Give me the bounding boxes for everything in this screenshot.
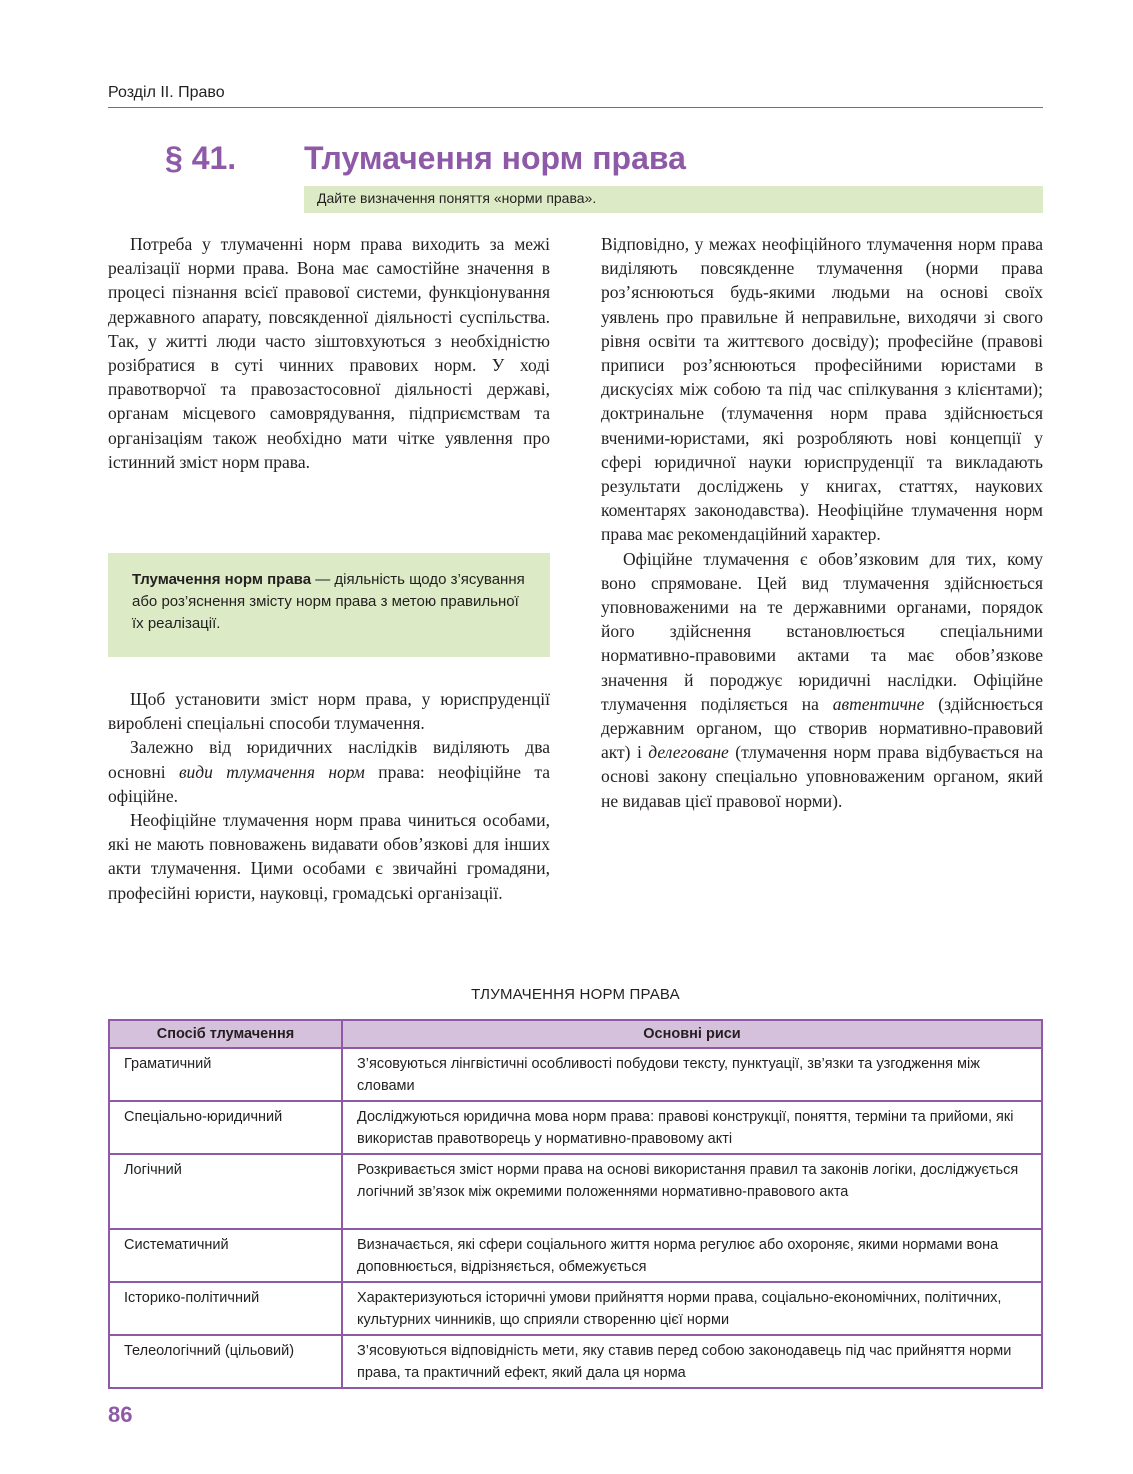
definition-box [108, 553, 550, 657]
definition-term: Тлумачення норм права [132, 571, 312, 588]
definition-text: — діяльність щодо з’ясування або роз’яснення змісту норм права з метою правильної їх реалізації. [132, 571, 525, 632]
method-cell: Систематичний [109, 1229, 342, 1282]
emphasis-term: автентичне [832, 693, 925, 714]
paragraph: Щоб установити зміст норм права, у юриспруденції вироблені спеціальні способи тлумачення. [108, 689, 550, 734]
page-title: Тлумачення норм права [304, 140, 686, 176]
table-row [109, 1154, 1042, 1229]
features-cell: Досліджуються юридична мова норм права: правові конструкції, поняття, терміни та прийоми, які використав правотворець у нормативно-правовому акті [342, 1101, 1042, 1154]
right-column [601, 232, 1043, 813]
paragraph [601, 547, 1043, 813]
method-cell: Спеціально-юридичний [109, 1101, 342, 1154]
table-row [109, 1335, 1042, 1388]
left-column-intro [108, 232, 550, 474]
method-cell: Логічний [109, 1154, 342, 1229]
features-cell: Розкривається зміст норми права на основі використання правил та законів логіки, досліджується логічний зв’язок між окремими положеннями нормативно-правового акта [342, 1154, 1042, 1229]
emphasis-term: делеговане [648, 742, 729, 763]
column-header-features: Основні риси [342, 1020, 1042, 1048]
left-column-body [108, 687, 550, 905]
review-question: Дайте визначення поняття «норми права». [304, 186, 1043, 213]
paragraph-number: § 41. [165, 140, 237, 176]
text-run: Офіційне тлумачення є обов’язковим для тих, кому воно спрямоване. Цей вид тлумачення здійснюється уповноваженими на те державними органами, порядок його здійснення встановлюється спеціальними нормативно-правовими актами та має обов’язкове значення й породжує юридичні наслідки. Офіційне тлумачення поділяється на [601, 548, 1043, 714]
table-row [109, 1048, 1042, 1101]
features-cell: З’ясовуються лінгвістичні особливості побудови тексту, пунктуації, зв’язки та узгодження між словами [342, 1048, 1042, 1101]
features-cell: З’ясовуються відповідність мети, яку ставив перед собою законодавець під час прийняття норми права, та практичний ефект, який дала ця норма [342, 1335, 1042, 1388]
page-number: 86 [108, 1402, 133, 1427]
paragraph: Потреба у тлумаченні норм права виходить за межі реалізації норми права. Вона має самостійне значення в процесі пізнання всієї правової системи, функціонування державного апарату, повсякденної діяльності суспільства. Так, у житті люди часто зіштовхуються з необхідністю розібратися в суті чинних правових норм. У ході правотворчої та правозастосовної діяльності державі, органам місцевого самоврядування, підприємствам та організаціям також необхідно мати чітке уявлення про істинний зміст норм права. [108, 234, 550, 472]
features-cell: Характеризуються історичні умови прийняття норми права, соціально-економічних, політичних, культурних чинників, що сприяли створенню цієї норми [342, 1282, 1042, 1335]
text-run: Залежно від юридичних наслідків виділяють два основні [108, 737, 550, 782]
paragraph: Неофіційне тлумачення норм права чиниться особами, які не мають повноважень видавати обов’язкові для інших акти тлумачення. Цими особами є звичайні громадяни, професійні юристи, науковці, громадські організації. [108, 810, 550, 903]
table-title: ТЛУМАЧЕННЯ НОРМ ПРАВА [471, 986, 680, 1003]
table-row [109, 1282, 1042, 1335]
method-cell: Історико-політичний [109, 1282, 342, 1335]
table-row [109, 1229, 1042, 1282]
text-run: (здійснюється державним органом, що створив нормативно-правовий акт) і [601, 693, 1043, 763]
method-cell: Граматичний [109, 1048, 342, 1101]
table-header-row [109, 1020, 1042, 1048]
paragraph [108, 735, 550, 808]
interpretation-methods-table [108, 1019, 1043, 1389]
table-row [109, 1101, 1042, 1154]
text-run: (тлумачення норм права відбувається на основі закону спеціально уповноваженим органом, який не видавав цієї правової норми). [601, 742, 1043, 811]
text-run: права: неофіційне та офіційне. [108, 761, 550, 806]
running-header: Розділ ІІ. Право [108, 84, 225, 101]
header-divider [108, 107, 1043, 108]
column-header-method: Спосіб тлумачення [109, 1020, 342, 1048]
paragraph: Відповідно, у межах неофіційного тлумачення норм права виділяють повсякденне тлумачення (норми права роз’яснюються будь-якими людьми на основі своїх уявлень про правильне й неправильне, виходячи зі свого рівня освіти та життєвого досвіду); професійне (правові приписи роз’яснюються професійними юристами в дискусіях між собою та під час спілкування з клієнтами); доктринальне (тлумачення норм права здійснюється вченими-юристами, які розробляють нові концепції у сфері юридичної науки юриспруденції та викладають результати досліджень у книгах, статтях, наукових коментарях законодавства). Неофіційне тлумачення норм права має рекомендаційний характер. [601, 234, 1043, 545]
features-cell: Визначається, які сфери соціального життя норма регулює або охороняє, якими нормами вона доповнюється, відрізняється, обмежується [342, 1229, 1042, 1282]
emphasis-term: види тлумачення норм [178, 761, 365, 782]
method-cell: Телеологічний (цільовий) [109, 1335, 342, 1388]
